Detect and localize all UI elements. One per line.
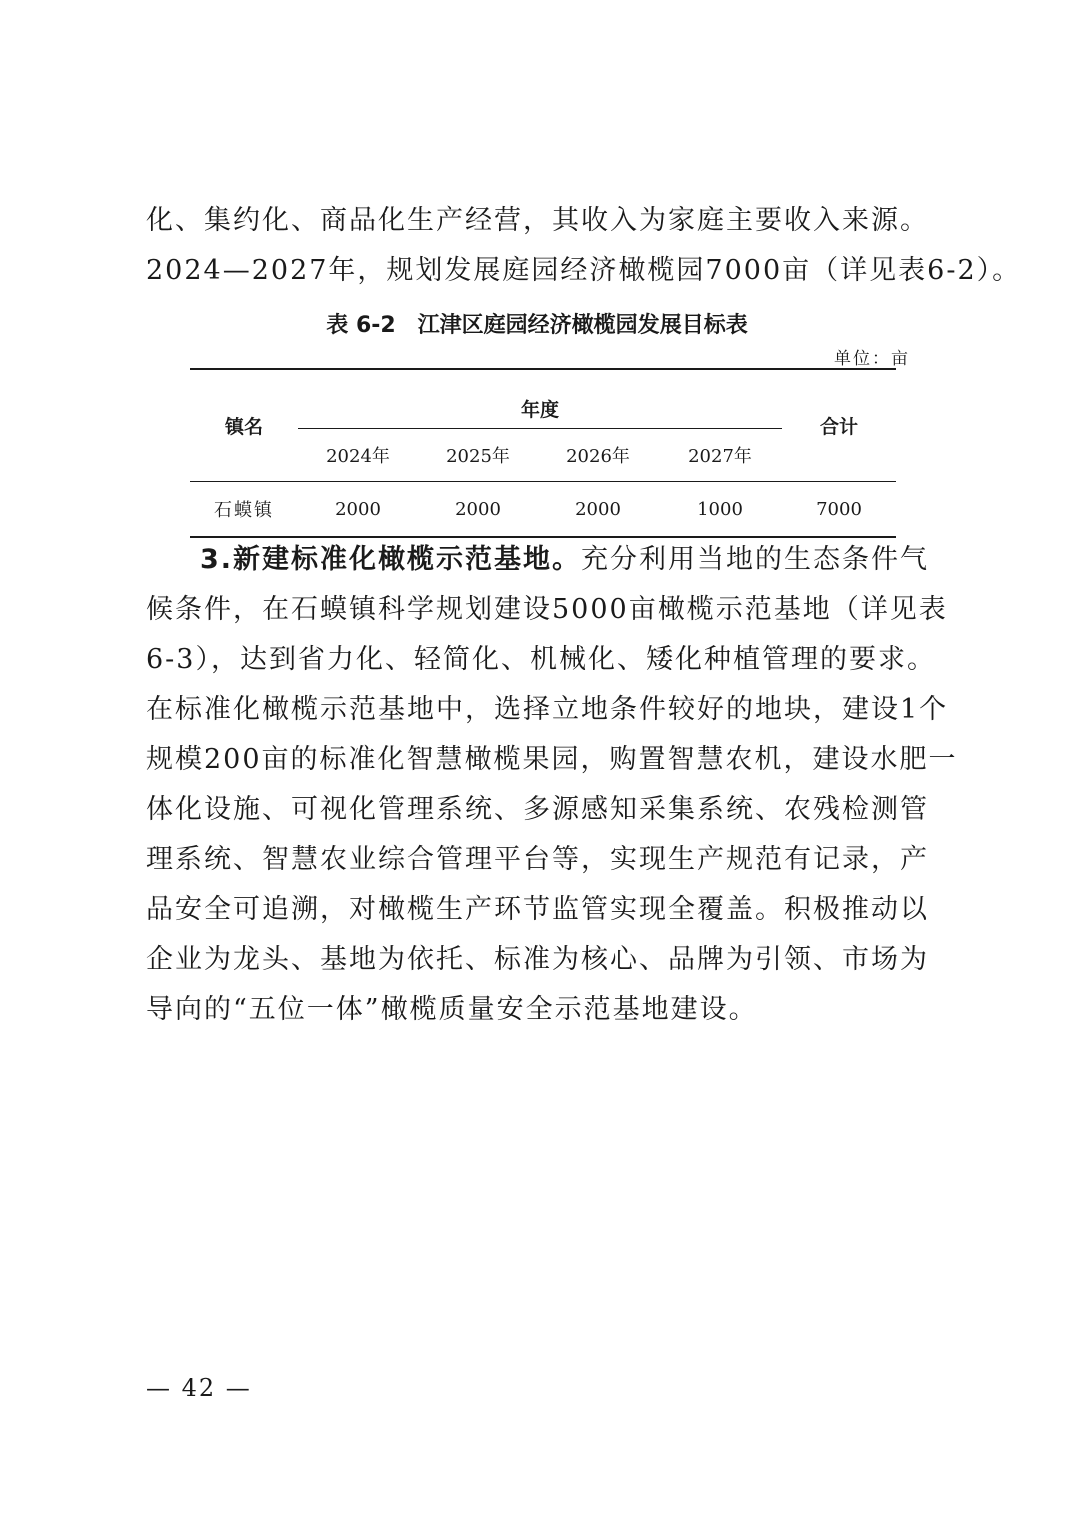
header-year: 2025年	[418, 429, 538, 482]
header-year: 2026年	[538, 429, 658, 482]
header-year: 2027年	[658, 429, 782, 482]
development-target-table	[190, 368, 896, 538]
text-line: 在标准化橄榄示范基地中，选择立地条件较好的地块，建设1个	[146, 694, 949, 725]
text-line: 理系统、智慧农业综合管理平台等，实现生产规范有记录，产	[146, 844, 929, 875]
text-line: 2024—2027年，规划发展庭园经济橄榄园7000亩（详见表6-2）。	[146, 255, 1022, 286]
text-line	[146, 535, 946, 585]
section-first-line-text: 充分利用当地的生态条件气	[581, 544, 930, 575]
section-paragraph	[146, 535, 958, 1035]
cell-total: 7000	[782, 482, 896, 538]
text-line: 候条件，在石蟆镇科学规划建设5000亩橄榄示范基地（详见表	[146, 594, 948, 625]
text-line: 规模200亩的标准化智慧橄榄果园，购置智慧农机，建设水肥一	[146, 744, 958, 775]
text-line: 企业为龙头、基地为依托、标准为核心、品牌为引领、市场为	[146, 944, 929, 975]
page-number: — 42 —	[146, 1374, 252, 1402]
text-line: 6-3），达到省力化、轻简化、机械化、矮化种植管理的要求。	[146, 644, 936, 675]
table-row	[190, 482, 896, 538]
section-heading: 3.新建标准化橄榄示范基地。	[200, 544, 582, 575]
text-line: 化、集约化、商品化生产经营，其收入为家庭主要收入来源。	[146, 205, 929, 236]
cell-value: 2000	[298, 482, 418, 538]
cell-value: 1000	[658, 482, 782, 538]
header-total: 合计	[782, 369, 896, 482]
text-line: 导向的“五位一体”橄榄质量安全示范基地建设。	[146, 994, 758, 1025]
cell-town: 石蟆镇	[190, 482, 298, 538]
header-year: 2024年	[298, 429, 418, 482]
intro-paragraph	[146, 196, 1022, 296]
header-town: 镇名	[190, 369, 298, 482]
header-year-group: 年度	[298, 369, 782, 429]
text-line: 体化设施、可视化管理系统、多源感知采集系统、农残检测管	[146, 794, 929, 825]
table-title: 表 6-2 江津区庭园经济橄榄园发展目标表	[326, 313, 748, 338]
cell-value: 2000	[538, 482, 658, 538]
cell-value: 2000	[418, 482, 538, 538]
text-line: 品安全可追溯，对橄榄生产环节监管实现全覆盖。积极推动以	[146, 894, 929, 925]
table-unit-label: 单位：亩	[834, 349, 910, 369]
